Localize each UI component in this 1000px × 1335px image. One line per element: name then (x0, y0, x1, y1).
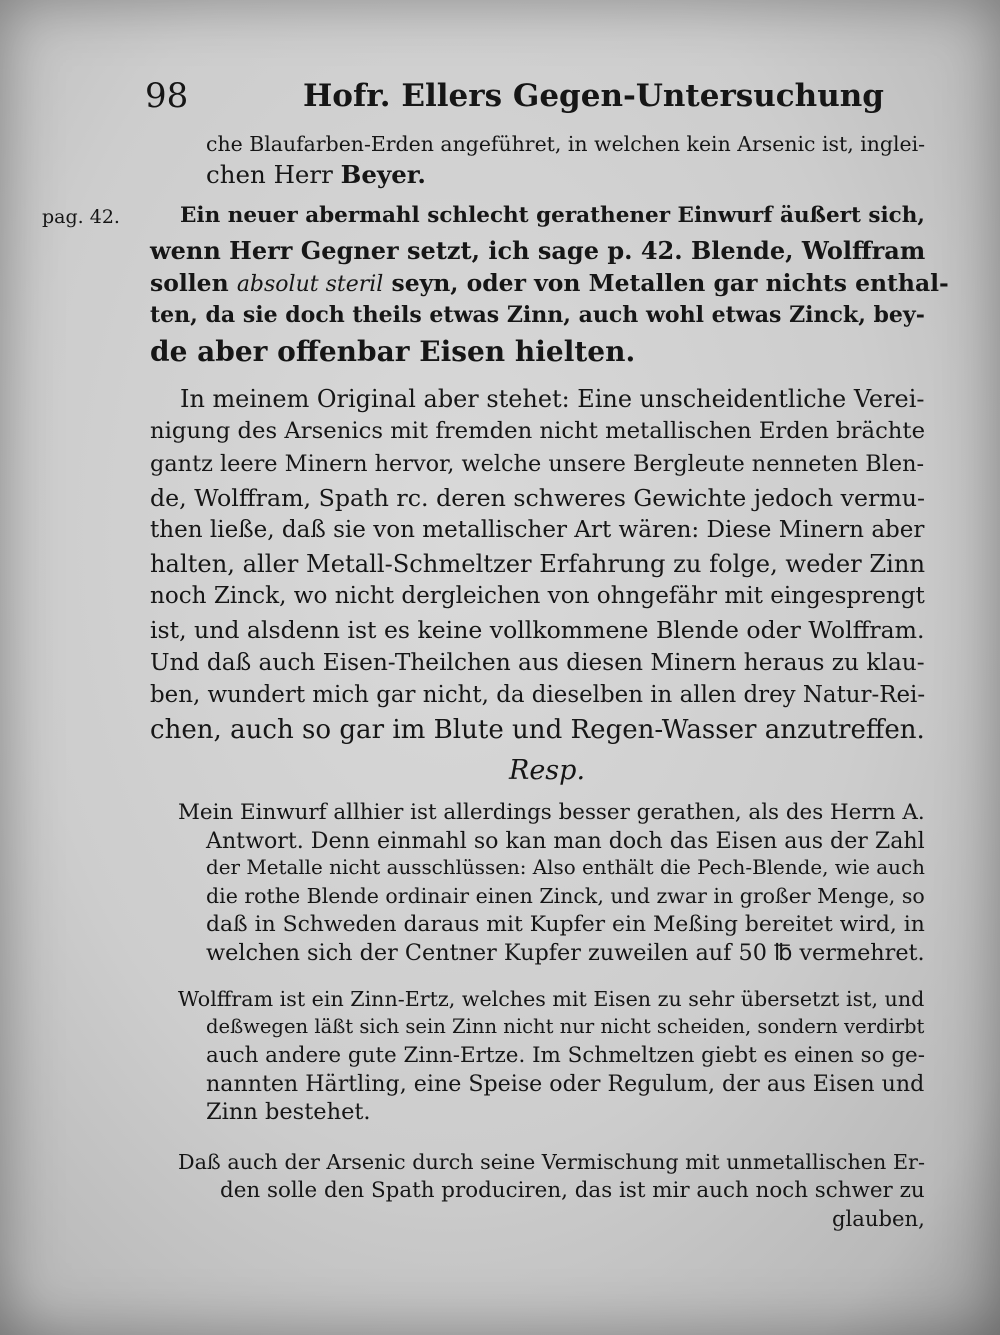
resp-para-2-line: nannten Härtling, eine Speise oder Regulum, der aus Eisen und (206, 1071, 925, 1097)
page-number: 98 (145, 76, 189, 116)
intro-line-1: che Blaufarben-Erden angeführet, in welchen kein Arsenic ist, inglei- (206, 132, 926, 156)
margin-note: pag. 42. (42, 206, 120, 228)
resp-para-2-line: auch andere gute Zinn-Ertze. Im Schmeltzen giebt es einen so ge- (206, 1043, 925, 1068)
original-line: then ließe, daß sie von metallischer Art wären: Diese Minern aber (150, 517, 925, 543)
original-line: noch Zinck, wo nicht dergleichen von ohngefähr mit eingesprengt (150, 583, 925, 609)
original-line: Und daß auch Eisen-Theilchen aus diesen Minern heraus zu klau- (150, 649, 925, 676)
name-beyer: Beyer. (340, 160, 426, 189)
resp-para-3-line: glauben, (832, 1206, 925, 1231)
objection-line-3-a: sollen (150, 269, 229, 297)
original-line: nigung des Arsenics mit fremden nicht metallischen Erden brächte (150, 418, 926, 444)
objection-line-5: de aber offenbar Eisen hielten. (150, 335, 636, 368)
resp-para-1-line: welchen sich der Centner Kupfer zuweilen auf 50 ℔ vermehret. (206, 940, 925, 966)
objection-italic: absolut steril (236, 272, 384, 297)
page-header (145, 70, 905, 120)
resp-para-1-line: Antwort. Denn einmahl so kan man doch das Eisen aus der Zahl (206, 828, 925, 854)
resp-para-2-line: Zinn bestehet. (206, 1099, 371, 1125)
intro-line-2 (206, 160, 426, 189)
resp-para-1-line: daß in Schweden daraus mit Kupfer ein Meßing bereitet wird, in (206, 912, 925, 937)
running-title: Hofr. Ellers Gegen-Untersuchung (303, 78, 884, 114)
objection-line-3-b: seyn, oder von Metallen gar nichts enthal- (391, 269, 949, 297)
original-line: de, Wolffram, Spath rc. deren schweres Gewichte jedoch vermu- (150, 484, 926, 512)
resp-para-1-line: die rothe Blende ordinair einen Zinck, und zwar in großer Menge, so (206, 884, 925, 908)
original-line: ist, und alsdenn ist es keine vollkommene Blende oder Wolffram. (150, 616, 925, 644)
resp-heading: Resp. (509, 755, 586, 786)
resp-para-1-line: Mein Einwurf allhier ist allerdings besser gerathen, als des Herrn A. (178, 800, 925, 825)
objection-line-1: Ein neuer abermahl schlecht gerathener Einwurf äußert sich, (180, 203, 925, 228)
objection-line-3 (150, 269, 949, 297)
resp-para-3-line: den solle den Spath produciren, das ist mir auch noch schwer zu (220, 1178, 925, 1203)
original-line: chen, auch so gar im Blute und Regen-Wasser anzutreffen. (150, 715, 925, 745)
objection-line-2: wenn Herr Gegner setzt, ich sage p. 42. Blende, Wolffram (150, 236, 926, 265)
resp-para-2-line: Wolffram ist ein Zinn-Ertz, welches mit Eisen zu sehr übersetzt ist, und (178, 987, 925, 1011)
original-line: ben, wundert mich gar nicht, da dieselben in allen drey Natur-Rei- (150, 682, 926, 708)
intro-line-2-text: chen Herr (206, 160, 333, 189)
original-line: gantz leere Minern hervor, welche unsere Bergleute nenneten Blen- (150, 451, 925, 477)
original-line: In meinem Original aber stehet: Eine unscheidentliche Verei- (180, 385, 925, 413)
objection-line-4: ten, da sie doch theils etwas Zinn, auch wohl etwas Zinck, bey- (150, 302, 925, 328)
resp-para-1-line: der Metalle nicht ausschlüssen: Also enthält die Pech-Blende, wie auch (206, 856, 925, 879)
resp-para-3-line: Daß auch der Arsenic durch seine Vermischung mit unmetallischen Er- (178, 1150, 925, 1174)
original-line: halten, aller Metall-Schmeltzer Erfahrung zu folge, weder Zinn (150, 550, 926, 578)
resp-para-2-line: deßwegen läßt sich sein Zinn nicht nur nicht scheiden, sondern verdirbt (206, 1015, 925, 1038)
